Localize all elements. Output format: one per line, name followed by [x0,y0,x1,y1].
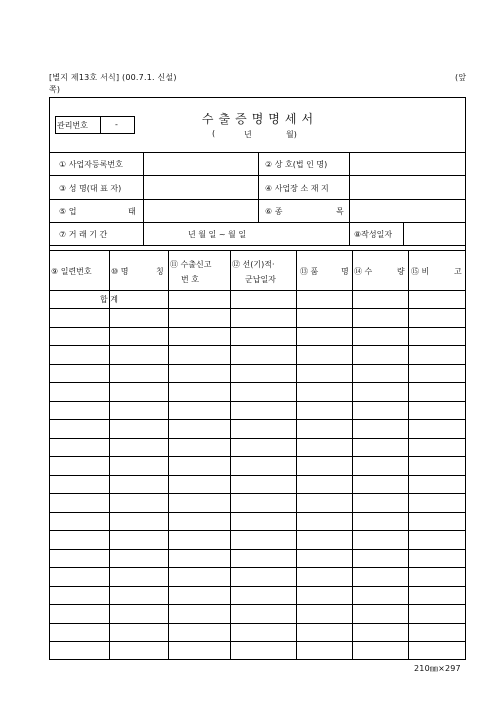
business-type-suffix: 태 [128,207,136,216]
mgmt-divider [100,116,101,134]
grid-row-line [49,401,466,402]
col-qty-suffix: 량 [397,267,405,276]
grid-row-line [49,438,466,439]
location-label: ④ 사업장 소 재 지 [265,184,329,193]
col-ship-date-1: ⑫ 선(기)적· [232,260,275,269]
col-ship-date-2: 군납일자 [245,275,276,284]
rep-name-label: ③ 성 명(대 표 자) [59,184,122,193]
col-serial: ⑨ 일련번호 [51,267,92,276]
grid-row-line [49,512,466,513]
grid-row-line [49,623,466,624]
grid-col-line [296,250,297,660]
col-remarks-suffix: 고 [454,267,462,276]
grid-row-line [49,456,466,457]
line-h6 [49,250,466,251]
line-v-label-right [349,152,350,245]
grid-row-line [49,586,466,587]
col-export-decl-2: 번 호 [181,275,199,284]
col-name: ⑩ 명 [111,267,129,276]
business-item-suffix: 목 [336,207,344,216]
line-v-date [403,222,404,245]
side-label-1: (앞 [455,73,467,82]
grid-col-line [230,250,231,660]
col-remarks: ⑮ 비 [411,267,430,276]
trade-period-label: ⑦ 거 래 기 간 [59,230,108,239]
grid-row-line [49,419,466,420]
grid-row-line [49,641,466,642]
col-goods: ⑬ 품 [300,267,319,276]
line-h8 [49,308,466,309]
line-h7 [49,290,466,291]
period-year[interactable]: 년 [244,130,252,139]
grid-row-line [49,549,466,550]
grid-row-line [49,345,466,346]
grid-row-line [49,493,466,494]
col-name-suffix: 칭 [156,267,164,276]
grid-row-line [49,382,466,383]
management-number-label: 관리번호 [57,121,88,130]
written-date-label: ⑧작성일자 [354,230,393,239]
grid-row-line [49,475,466,476]
col-export-decl-1: ⑪ 수출신고 [170,260,212,269]
grid-col-line [352,250,353,660]
period-open: ( [212,129,216,138]
line-v-mid [258,152,259,222]
grid-row-line [49,530,466,531]
side-label-2: 쪽) [49,85,61,94]
grid-col-line [168,250,169,660]
col-qty: ⑭ 수 [354,267,373,276]
col-goods-suffix: 명 [341,267,349,276]
totals-label: 합 계 [100,295,118,304]
period-month[interactable]: 월) [286,130,297,139]
grid-row-line [49,567,466,568]
business-item-label: ⑥ 종 [265,207,283,216]
grid-col-line [408,250,409,660]
trade-name-label: ② 상 호(법 인 명) [265,160,328,169]
form-title: 수출증명명세서 [201,112,319,126]
management-number-value[interactable]: - [115,120,118,129]
trade-period-value[interactable]: 년 월 일 ~ 월 일 [188,230,247,239]
line-h5 [49,245,466,246]
grid-row-line [49,604,466,605]
line-v-label-left [143,152,144,245]
grid-row-line [49,364,466,365]
paper-size: 210㎜×297 [414,664,461,673]
grid-col-line [109,250,110,660]
form-reference: [별지 제13호 서식] (00.7.1. 신설) [49,73,177,82]
grid-row-line [49,327,466,328]
biz-reg-no-label: ① 사업자등록번호 [59,160,123,169]
business-type-label: ⑤ 업 [59,207,77,216]
